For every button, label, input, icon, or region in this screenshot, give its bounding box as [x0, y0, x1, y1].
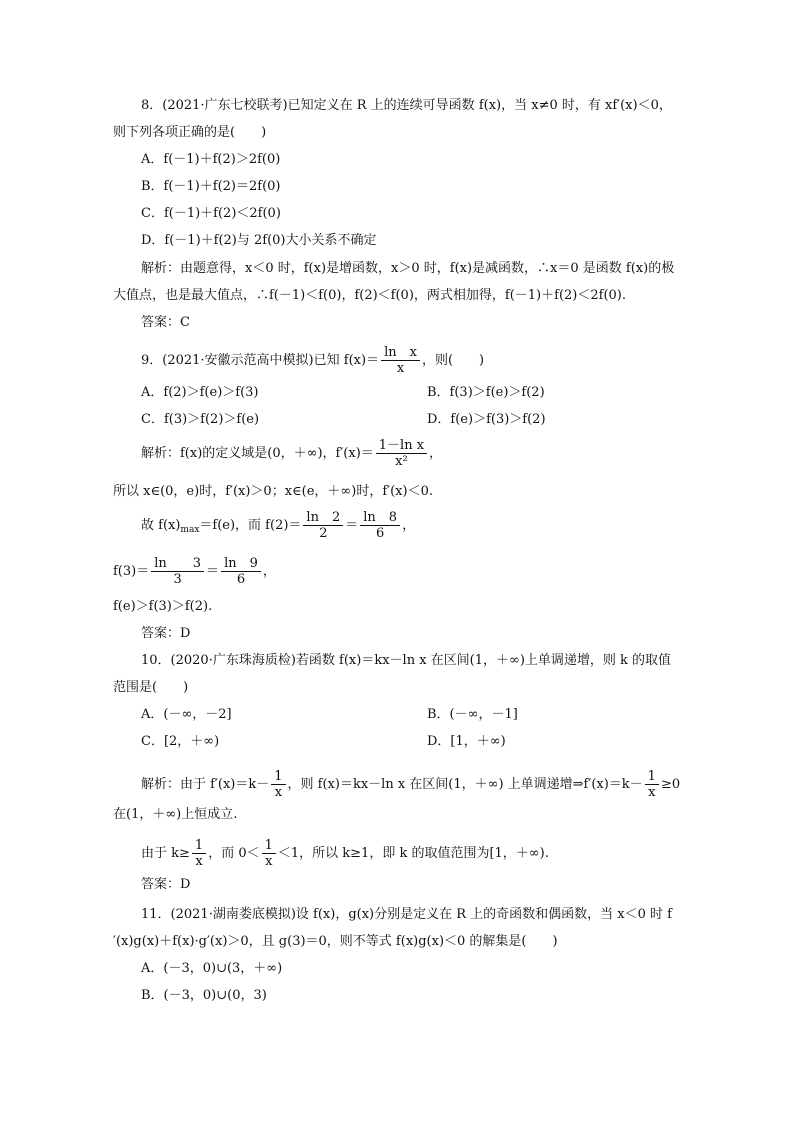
- q10-option-b: B．(－∞，－1]: [427, 707, 518, 722]
- q9-solution-line5: f(e)＞f(3)＞f(2).: [113, 599, 213, 614]
- q10-sol1-pre: 解析：由于 f′(x)＝k－: [141, 777, 270, 792]
- q9-sol3-b: ＝f(e)，而 f(2)＝: [199, 518, 302, 533]
- q9-solution-line1: [141, 438, 442, 469]
- denominator: 6: [236, 572, 246, 587]
- q10-solution-line3: [141, 838, 549, 869]
- q9-f3-fraction: [151, 556, 204, 587]
- q9-stem-post: ，则( ): [421, 353, 485, 368]
- q10-sol3-pre: 由于 k≥: [141, 846, 190, 861]
- q9-sol1-post: ，: [429, 446, 443, 461]
- numerator: ln 3: [151, 556, 204, 572]
- q10-sol1-mid: ，则 f(x)＝kx－ln x 在区间(1，＋∞) 上单调递增⇒f′(x)＝k－: [287, 777, 643, 792]
- q8-option-b: B．f(－1)＋f(2)＝2f(0): [141, 179, 281, 194]
- q10-sol1-post: ≥0: [660, 777, 681, 792]
- numerator: ln x: [381, 345, 420, 361]
- q9-sol1-pre: 解析：f(x)的定义域是(0，＋∞)，f′(x)＝: [141, 446, 374, 461]
- q8-solution-line2: 大值点，也是最大值点，∴f(－1)＜f(0)，f(2)＜f(0)，两式相加得，f(－1)＋f(2)＜2f(0).: [113, 288, 626, 303]
- q9-f2-fraction-alt: [360, 510, 400, 541]
- q9-stem-fraction: [381, 345, 420, 376]
- numerator: 1－ln x: [376, 438, 427, 454]
- q10-sol3-mid: ，而 0＜: [208, 846, 260, 861]
- numerator: ln 9: [221, 556, 261, 572]
- denominator: x: [195, 854, 203, 869]
- numerator: 1: [645, 769, 659, 785]
- denominator: x: [265, 854, 273, 869]
- denominator: 2: [319, 526, 328, 541]
- numerator: 1: [271, 769, 285, 785]
- q10-one-over-x: [271, 769, 285, 800]
- q9-sol4-end: ，: [262, 564, 276, 579]
- numerator: ln 2: [303, 510, 343, 526]
- q10-solution-line2: 在(1，＋∞)上恒成立.: [113, 807, 238, 822]
- numerator: 1: [192, 838, 206, 854]
- denominator: x: [648, 785, 656, 800]
- q10-option-d: D．[1，＋∞): [427, 734, 506, 749]
- q9-solution-line2: 所以 x∈(0，e)时，f′(x)＞0；x∈(e，＋∞)时，f′(x)＜0.: [113, 484, 433, 499]
- q8-option-d: D．f(－1)＋f(2)与 2f(0)大小关系不确定: [141, 233, 377, 248]
- q10-solution-line1: [141, 769, 680, 800]
- q8-option-c: C．f(－1)＋f(2)＜2f(0): [141, 206, 281, 221]
- denominator: x: [396, 361, 405, 376]
- q10-one-over-x-4: [262, 838, 276, 869]
- denominator: x: [274, 785, 283, 800]
- q8-stem-line1: 8．(2021·广东七校联考)已知定义在 R 上的连续可导函数 f(x)，当 x≠0 时，有 xf′(x)＜0，: [141, 98, 672, 113]
- q9-sol3-eq: ＝: [345, 518, 359, 533]
- q8-solution-line1: 解析：由题意得，x＜0 时，f(x)是增函数，x＞0 时，f(x)是减函数，∴x＝0 是函数 f(x)的极: [141, 261, 675, 276]
- q10-stem-line1: 10．(2020·广东珠海质检)若函数 f(x)＝kx－ln x 在区间(1，＋∞)上单调递增，则 k 的取值: [141, 653, 672, 668]
- q9-option-a: A．f(2)＞f(e)＞f(3): [141, 385, 259, 400]
- q11-option-a: A．(－3，0)∪(3，＋∞): [141, 961, 283, 976]
- q8-stem-line2: 则下列各项正确的是( ): [113, 125, 267, 140]
- denominator: 3: [173, 572, 182, 587]
- q9-sol4-pre: f(3)＝: [113, 564, 150, 579]
- denominator: 6: [376, 526, 385, 541]
- q11-option-b: B．(－3，0)∪(0，3): [141, 988, 267, 1003]
- denominator: x²: [395, 454, 408, 469]
- q10-option-c: C．[2，＋∞): [141, 734, 220, 749]
- q9-solution-line4: [113, 556, 276, 587]
- q10-one-over-x-2: [645, 769, 659, 800]
- q9-f2-fraction: [303, 510, 343, 541]
- q9-sol3-a: 故 f(x): [141, 518, 181, 533]
- q10-option-a: A．(－∞，－2]: [141, 707, 232, 722]
- q9-sol3-end: ，: [402, 518, 416, 533]
- q9-sol3-subscript: max: [180, 525, 200, 535]
- q10-answer: 答案：D: [141, 877, 191, 892]
- numerator: ln 8: [360, 510, 400, 526]
- q11-stem-line1: 11．(2021·湖南娄底模拟)设 f(x)，g(x)分别是定义在 R 上的奇函数和偶函数，当 x＜0 时 f: [141, 907, 672, 922]
- q9-derivative-fraction: [376, 438, 427, 469]
- q10-stem-line2: 范围是( ): [113, 680, 189, 695]
- q9-solution-line3: [141, 510, 415, 541]
- q11-stem-line2: ′(x)g(x)＋f(x)·g′(x)＞0，且 g(3)＝0，则不等式 f(x)g(x)＜0 的解集是( ): [113, 934, 558, 949]
- q9-option-b: B．f(3)＞f(e)＞f(2): [427, 385, 545, 400]
- q10-one-over-x-3: [192, 838, 206, 869]
- q9-stem-pre: 9．(2021·安徽示范高中模拟)已知 f(x)＝: [141, 353, 380, 368]
- numerator: 1: [262, 838, 276, 854]
- q9-stem: [141, 345, 484, 376]
- q9-option-c: C．f(3)＞f(2)＞f(e): [141, 412, 260, 427]
- q10-sol3-post: ＜1，所以 k≥1，即 k 的取值范围为[1，＋∞).: [277, 846, 549, 861]
- q8-answer: 答案：C: [141, 315, 190, 330]
- q8-option-a: A．f(－1)＋f(2)＞2f(0): [141, 152, 281, 167]
- q9-answer: 答案：D: [141, 626, 191, 641]
- q9-f3-fraction-alt: [221, 556, 261, 587]
- q9-sol4-eq: ＝: [206, 564, 220, 579]
- q9-option-d: D．f(e)＞f(3)＞f(2): [427, 412, 546, 427]
